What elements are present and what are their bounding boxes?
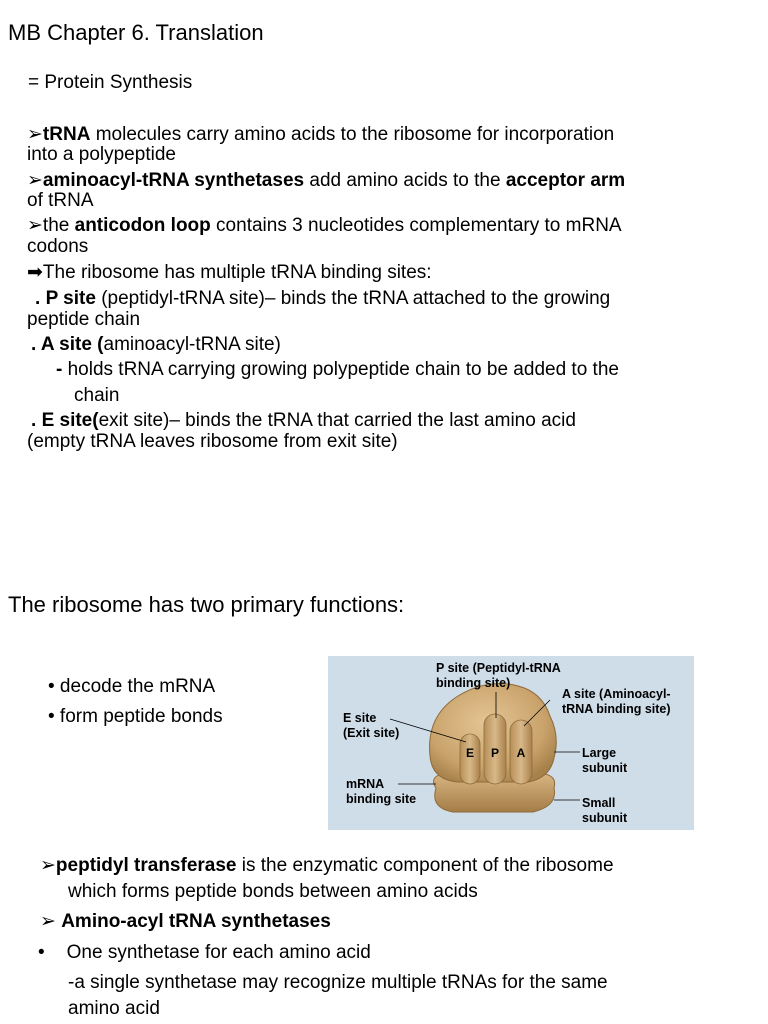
a-site-sub-cont: chain (74, 385, 120, 406)
e-letter: E (465, 746, 475, 760)
bullet-text: add amino acids to the (304, 170, 506, 191)
bullet-anticodon (27, 215, 622, 236)
function-item: • decode the mRNA (48, 676, 216, 697)
mrna-label-line: binding site (346, 792, 417, 806)
bullet-text: contains 3 nucleotides complementary to mRNA (210, 215, 622, 236)
single-synthetase-cont: amino acid (68, 998, 160, 1019)
small-label-line: Small (582, 796, 616, 810)
arrow-marker: ➡ (27, 262, 43, 283)
p-site-label-line: P site (Peptidyl-tRNA (436, 661, 561, 675)
bullet-text: The ribosome has multiple tRNA binding sites: (42, 262, 432, 283)
a-site-text: aminoacyl-tRNA site) (103, 334, 281, 355)
a-site-label (562, 687, 671, 717)
p-site-text: (peptidyl-tRNA site)– binds the tRNA attached to the growing (95, 288, 611, 309)
a-site-label-line: A site (Aminoacyl- (562, 687, 671, 701)
e-site-label-line: E site (343, 711, 377, 725)
bullet-marker: ➢ (27, 170, 43, 191)
bullet-binding-sites (27, 262, 432, 283)
p-site-label-line: binding site) (436, 676, 511, 690)
bullet-peptidyl-transferase-cont: which forms peptide bonds between amino acids (68, 881, 478, 902)
term-amino-acyl: Amino-acyl tRNA synthetases (61, 911, 331, 932)
e-site-prefix: . (31, 410, 42, 431)
bullet-trna (27, 124, 614, 145)
term-e-site: E site( (41, 410, 99, 431)
e-site-text: exit site)– binds the tRNA that carried the last amino acid (98, 410, 576, 431)
single-synthetase-line: -a single synthetase may recognize multiple tRNAs for the same (68, 972, 608, 993)
function-item: • form peptide bonds (48, 706, 223, 727)
mrna-label-line: mRNA (346, 777, 385, 791)
bullet-text: is the enzymatic component of the ribosome (236, 855, 614, 876)
e-site-cont: (empty tRNA leaves ribosome from exit site) (27, 431, 398, 452)
bullet-marker: ➢ (40, 855, 56, 876)
a-site-line (27, 334, 281, 355)
p-site-line (27, 288, 610, 309)
bullet-pre: the (42, 215, 75, 236)
bullet-dot: • (38, 942, 45, 963)
e-site-label (343, 711, 399, 741)
bullet-marker: ➢ (27, 215, 43, 236)
a-site-dash: - (56, 359, 68, 380)
p-letter: P (490, 746, 500, 760)
ribosome-figure (328, 656, 694, 830)
bullet-text: One synthetase for each amino acid (66, 942, 371, 963)
p-site-label (436, 661, 561, 691)
large-label-line: subunit (582, 761, 628, 775)
page-title: MB Chapter 6. Translation (8, 20, 264, 45)
term-p-site: P site (45, 288, 96, 309)
term-acceptor-arm: acceptor arm (505, 170, 626, 191)
bullet-synthetases (27, 170, 625, 191)
term-trna: tRNA (42, 124, 91, 145)
p-site-cont: peptide chain (27, 309, 141, 330)
a-site-sub (56, 359, 619, 380)
a-site-sub-text: holds tRNA carrying growing polypeptide chain to be added to the (67, 359, 619, 380)
bullet-peptidyl-transferase (40, 855, 614, 876)
term-peptidyl-transferase: peptidyl transferase (55, 855, 237, 876)
bullet-synthetases-cont: of tRNA (27, 190, 94, 211)
term-a-site: A site ( (40, 334, 104, 355)
a-site-label-line: tRNA binding site) (562, 702, 671, 716)
large-label-line: Large (582, 746, 617, 760)
bullet-anticodon-cont: codons (27, 236, 89, 257)
bullet-marker: ➢ (40, 911, 62, 932)
small-subunit-label (582, 796, 627, 826)
term-anticodon-loop: anticodon loop (74, 215, 211, 236)
e-site-line (27, 410, 576, 431)
bullet-text: molecules carry amino acids to the ribosome for incorporation (90, 124, 615, 145)
a-letter: A (516, 746, 526, 760)
a-site-prefix: . (31, 334, 41, 355)
bullet-one-synthetase (38, 942, 371, 963)
subtitle: = Protein Synthesis (28, 72, 193, 93)
e-site-label-line: (Exit site) (343, 726, 400, 740)
bullet-amino-acyl (40, 911, 331, 932)
large-subunit-label (582, 746, 627, 776)
term-synthetases: aminoacyl-tRNA synthetases (42, 170, 305, 191)
bullet-trna-cont: into a polypeptide (27, 144, 176, 165)
bullet-marker: ➢ (27, 124, 43, 145)
section-title-functions: The ribosome has two primary functions: (8, 592, 405, 617)
p-site-prefix: . (35, 288, 46, 309)
mrna-label (346, 777, 416, 807)
small-label-line: subunit (582, 811, 628, 825)
